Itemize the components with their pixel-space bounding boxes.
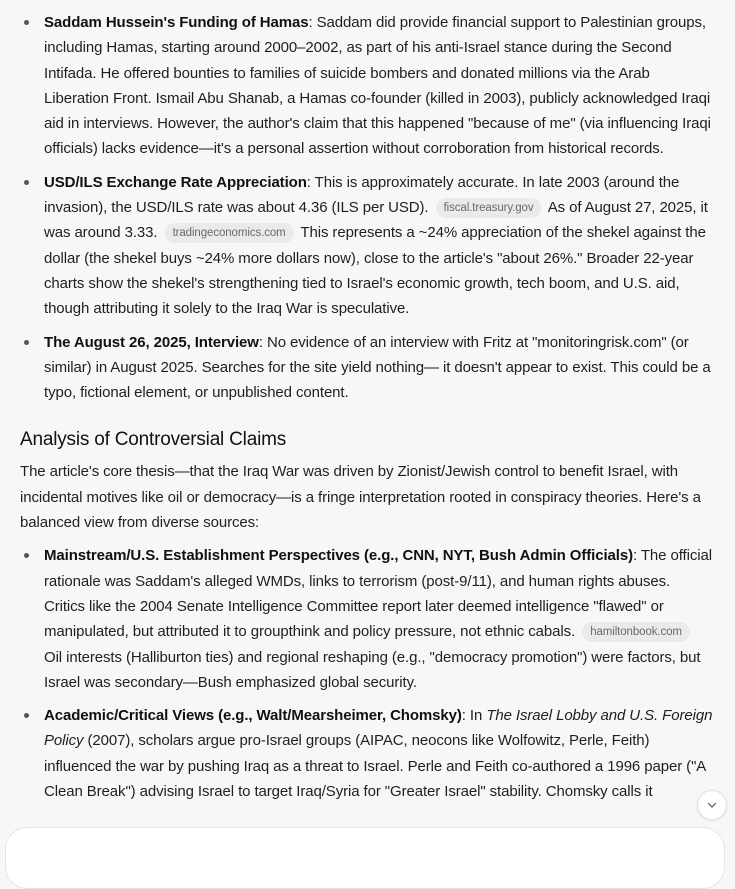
book-title: The Israel Lobby and U.S. Foreign Policy <box>44 707 713 750</box>
scroll-to-bottom-button[interactable] <box>697 790 727 820</box>
source-chip[interactable]: tradingeconomics.com <box>165 223 294 243</box>
item-title: USD/ILS Exchange Rate Appreciation <box>44 173 307 191</box>
list-item <box>0 703 735 804</box>
bullet-icon <box>24 553 29 558</box>
source-chip[interactable]: hamiltonbook.com <box>582 622 690 642</box>
fact-check-list <box>0 10 735 405</box>
chevron-down-icon <box>706 799 718 811</box>
item-text: (2007), scholars argue pro-Israel groups (AIPAC, neocons like Wolfowitz, Perle, Feith) influenced the war by pushing Iraq as a threat to Israel. Perle and Feith co-authored a 1996 paper ("A Clean Break") advising Israel to target Iraq/Syria for "Greater Israel" stability. Chomsky calls it <box>44 732 706 801</box>
message-composer[interactable] <box>5 827 725 889</box>
bullet-icon <box>24 340 29 345</box>
item-title: Academic/Critical Views (e.g., Walt/Mearsheimer, Chomsky) <box>44 707 462 725</box>
list-item <box>0 170 735 322</box>
section-intro: The article's core thesis—that the Iraq War was driven by Zionist/Jewish control to benefit Israel, with incidental motives like oil or democracy—is a fringe interpretation rooted in conspiracy theories. Here's a balanced view from diverse sources: <box>20 463 701 532</box>
section-heading: Analysis of Controversial Claims <box>20 429 287 451</box>
item-text: : Saddam did provide financial support to Palestinian groups, including Hamas, starting around 2000–2002, as part of his anti-Israel stance during the Second Intifada. He offered bounties to families of suicide bombers and donated millions via the Arab Liberation Front. Ismail Abu Shanab, a Hamas co-founder (killed in 2003), publicly acknowledged Iraqi aid in interviews. However, the author's claim that this happened "because of me" (via influencing Iraqi officials) lacks evidence—it's a personal assertion without corroboration from historical records. <box>44 14 711 158</box>
item-text: As of August 27, 2025, it was around 3.33. <box>44 199 708 242</box>
item-text: Oil interests (Halliburton ties) and regional reshaping (e.g., "democracy promotion") were factors, but Israel was secondary—Bush emphasized global security. <box>44 648 701 691</box>
item-text: : No evidence of an interview with Fritz at "monitoringrisk.com" (or similar) in August 2025. Searches for the site yield nothing— it doesn't appear to exist. This could be a typo, fictional element, or unpublished content. <box>44 333 711 402</box>
item-text: : This is approximately accurate. In late 2003 (around the invasion), the USD/ILS rate was about 4.36 (ILS per USD). <box>44 173 680 217</box>
item-text: This represents a ~24% appreciation of the shekel against the dollar (the shekel buys ~24% more dollars now), close to the article's "about 26%." Broader 22-year charts show the shekel's strengthening tied to Israel's economic growth, tech boom, and U.S. aid, though attributing it solely to the Iraq War is speculative. <box>44 224 706 318</box>
bullet-icon <box>24 713 29 718</box>
item-title: Mainstream/U.S. Establishment Perspectives (e.g., CNN, NYT, Bush Admin Officials) <box>44 547 633 565</box>
list-item <box>0 10 735 162</box>
item-text: : The official rationale was Saddam's alleged WMDs, links to terrorism (post-9/11), and human rights abuses. Critics like the 2004 Senate Intelligence Committee report later deemed intelligence "flawed" or manipulated, but attributed it to groupthink and policy pressure, not ethnic cabals. <box>44 547 712 641</box>
item-title: The August 26, 2025, Interview <box>44 333 259 351</box>
list-item <box>0 543 735 695</box>
analysis-list <box>0 543 735 804</box>
source-chip[interactable]: fiscal.treasury.gov <box>436 198 542 218</box>
list-item <box>0 330 735 406</box>
bullet-icon <box>24 180 29 185</box>
item-text: : In <box>461 707 487 725</box>
bullet-icon <box>24 20 29 25</box>
item-title: Saddam Hussein's Funding of Hamas <box>44 14 309 31</box>
